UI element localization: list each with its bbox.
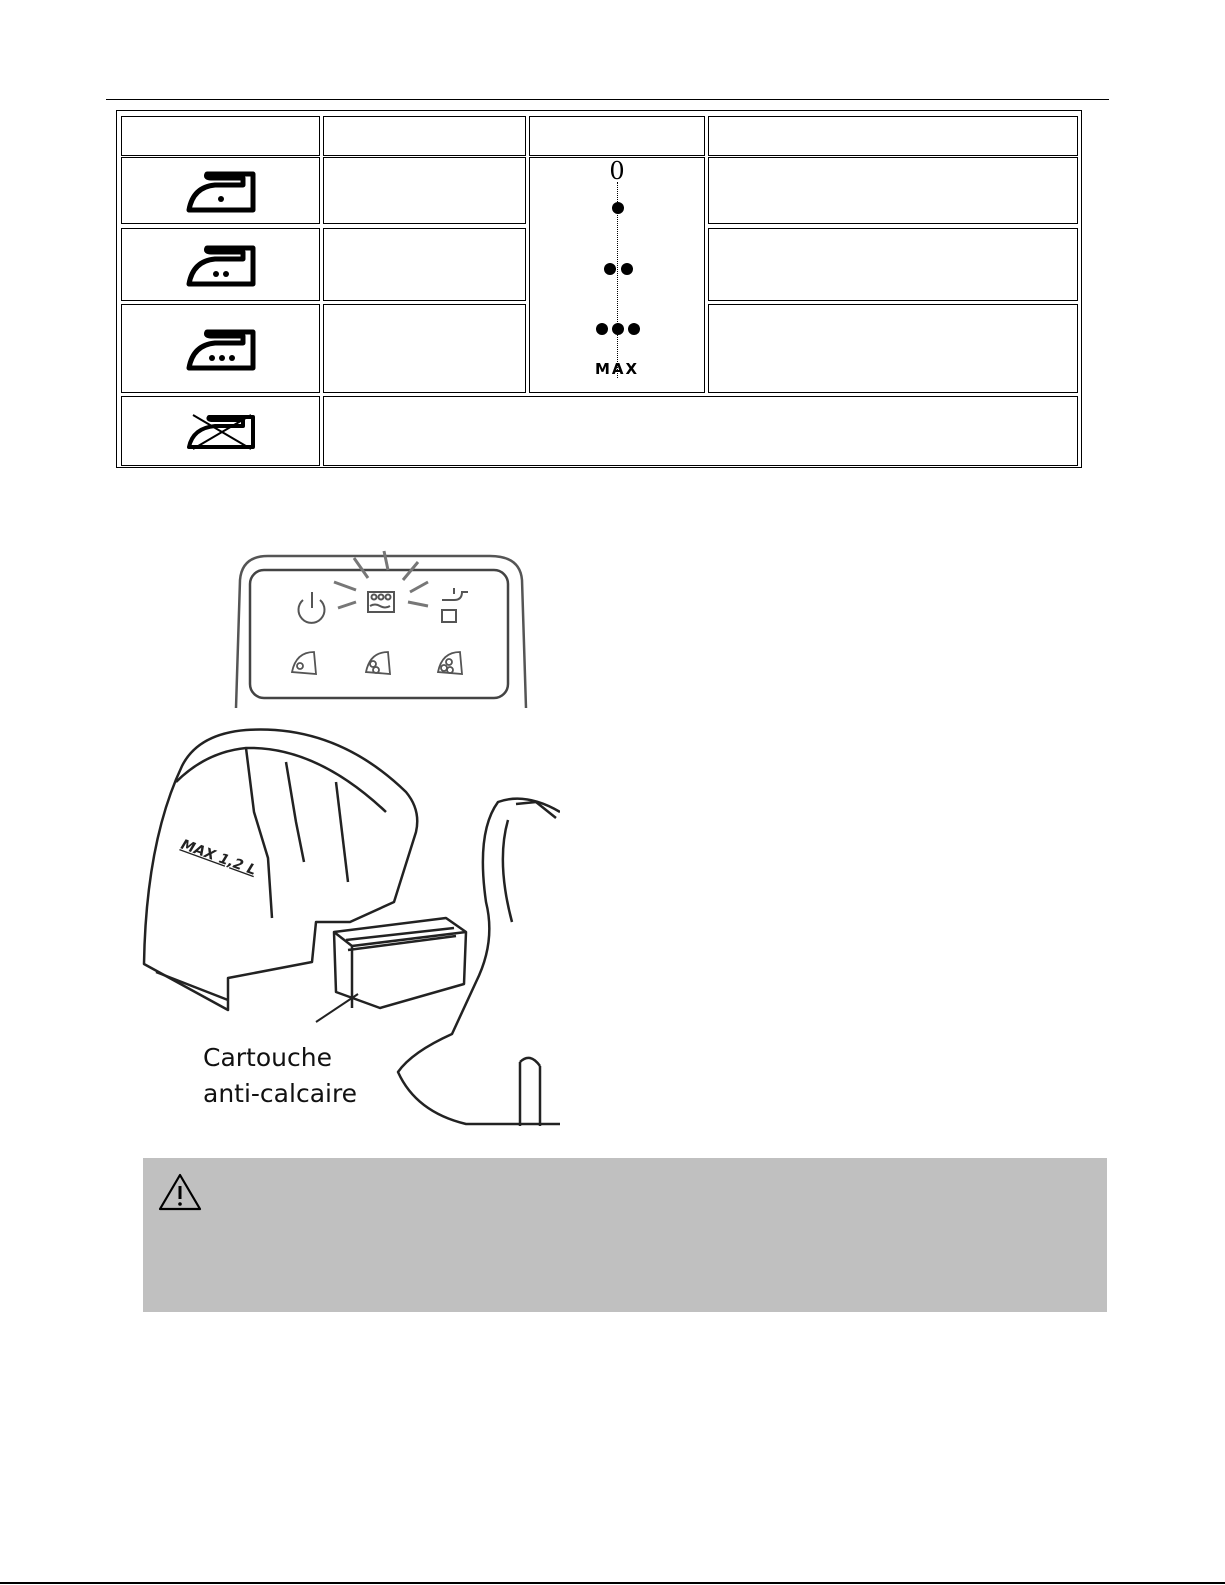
power-icon xyxy=(299,592,325,623)
header-rule xyxy=(106,99,1109,100)
table-cell xyxy=(708,304,1078,393)
table-cell xyxy=(323,157,526,224)
warning-box xyxy=(143,1158,1107,1312)
dial-zero-label: 0 xyxy=(609,157,625,185)
table-header-cell xyxy=(323,116,526,156)
steam-level-2-icon xyxy=(366,652,390,674)
table-header-cell xyxy=(529,116,705,156)
dial-dot-low xyxy=(612,202,624,214)
iron-two-dots-icon xyxy=(185,243,257,287)
table-row-symbol-cell xyxy=(121,228,320,301)
dial-max-label: MAX xyxy=(594,360,640,378)
dial-dot-high xyxy=(628,323,640,335)
table-cell xyxy=(708,228,1078,301)
table-row-symbol-cell xyxy=(121,157,320,224)
table-cell xyxy=(708,157,1078,224)
control-panel-illustration xyxy=(228,548,532,710)
table-cell xyxy=(323,304,526,393)
do-not-iron-icon xyxy=(185,411,257,451)
iron-one-dot-icon xyxy=(185,169,257,213)
cartridge-caption: Cartouche anti-calcaire xyxy=(203,1043,358,1108)
dial-dot-medium xyxy=(604,263,616,275)
table-cell xyxy=(323,228,526,301)
dial-dot-medium xyxy=(621,263,633,275)
ironing-care-table xyxy=(116,110,1082,468)
footer-rule xyxy=(0,1582,1225,1584)
descaling-icon xyxy=(368,592,394,612)
temperature-dial-cell xyxy=(529,157,705,393)
iron-three-dots-icon xyxy=(185,327,257,371)
warning-triangle-icon xyxy=(157,1172,203,1212)
dial-dot-high xyxy=(596,323,608,335)
table-row-symbol-cell xyxy=(121,304,320,393)
table-cell xyxy=(323,396,1078,466)
table-header-cell xyxy=(121,116,320,156)
steam-level-3-icon xyxy=(438,652,462,674)
steam-level-1-icon xyxy=(292,652,316,674)
tank-capacity-label: MAX 1,2 L xyxy=(178,836,259,879)
dial-dot-high xyxy=(612,323,624,335)
table-row-symbol-cell xyxy=(121,396,320,466)
water-tap-icon xyxy=(442,588,468,622)
table-header-cell xyxy=(708,116,1078,156)
